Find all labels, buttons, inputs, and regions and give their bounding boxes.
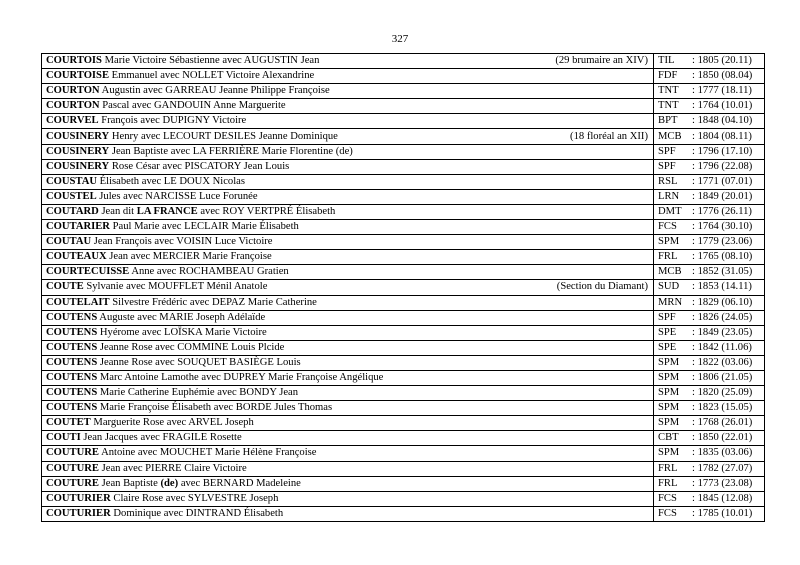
entry-text: Jean Jacques avec FRAGILE Rosette xyxy=(83,432,242,444)
marriage-date: 1822 (03.06) xyxy=(697,356,753,368)
parish-code: SPF xyxy=(658,311,676,323)
entry-text: Marie Victoire Sébastienne avec AUGUSTIN Jean xyxy=(104,55,320,67)
marriage-date: 1765 (08.10) xyxy=(697,251,753,263)
marriage-date: 1796 (22.08) xyxy=(697,160,753,172)
spouses-cell xyxy=(42,204,654,219)
parish-code: TNT xyxy=(658,85,679,97)
parish-code: LRN xyxy=(658,190,680,202)
table-row xyxy=(42,325,765,340)
marriage-date: 1764 (10.01) xyxy=(697,100,753,112)
reference-cell: SPE : 1849 (23.05) xyxy=(654,325,765,340)
marriage-date: 1850 (08.04) xyxy=(697,70,753,82)
spouses-cell xyxy=(42,99,654,114)
marriage-date: 1842 (11.06) xyxy=(697,341,752,353)
entry-note: (18 floréal an XII) xyxy=(570,130,648,142)
spouses-cell xyxy=(42,325,654,340)
entry-text: Marie Catherine Euphémie avec BONDY Jean xyxy=(99,387,299,399)
reference-cell: FRL : 1782 (27.07) xyxy=(654,461,765,476)
table-row xyxy=(42,416,765,431)
entry-text: Marguerite Rose avec ARVEL Joseph xyxy=(93,417,254,429)
parish-code: FRL xyxy=(658,462,678,474)
reference-cell: FCS : 1845 (12.08) xyxy=(654,491,765,506)
table-row xyxy=(42,491,765,506)
reference-cell: CBT : 1850 (22.01) xyxy=(654,431,765,446)
spouses-cell xyxy=(42,250,654,265)
table-row xyxy=(42,431,765,446)
table-row xyxy=(42,69,765,84)
surname: COUSINERY xyxy=(46,130,110,142)
spouses-cell xyxy=(42,446,654,461)
surname: COUTARIER xyxy=(46,221,110,233)
spouses-cell xyxy=(42,159,654,174)
parish-code: SPE xyxy=(658,326,677,338)
parish-code: SPM xyxy=(658,447,680,459)
table-row xyxy=(42,461,765,476)
table-row xyxy=(42,54,765,69)
reference-cell: LRN : 1849 (20.01) xyxy=(654,189,765,204)
marriage-date: 1796 (17.10) xyxy=(697,145,753,157)
surname: COUTENS xyxy=(46,387,98,399)
surname: COURVEL xyxy=(46,115,99,127)
surname: COURTON xyxy=(46,100,100,112)
entry-text: Marc Antoine Lamothe avec DUPREY Marie Françoise Angélique xyxy=(99,372,384,384)
parish-code: DMT xyxy=(658,205,682,217)
marriage-date: 1764 (30.10) xyxy=(697,221,753,233)
spouses-cell xyxy=(42,84,654,99)
entry-text: Jean avec PIERRE Claire Victoire xyxy=(101,462,247,474)
parish-code: SPF xyxy=(658,145,676,157)
surname: COUTENS xyxy=(46,356,98,368)
spouses-cell xyxy=(42,235,654,250)
spouses-cell xyxy=(42,265,654,280)
entry-text: Marie Françoise Élisabeth avec BORDE Jules Thomas xyxy=(99,402,333,414)
reference-cell: SPM : 1806 (21.05) xyxy=(654,370,765,385)
surname: COUTARD xyxy=(46,205,99,217)
spouses-cell xyxy=(42,386,654,401)
surname: COUTENS xyxy=(46,402,98,414)
marriage-date: 1782 (27.07) xyxy=(697,462,753,474)
reference-cell: SPM : 1822 (03.06) xyxy=(654,355,765,370)
parish-code: RSL xyxy=(658,175,678,187)
parish-code: FRL xyxy=(658,251,678,263)
marriage-date: 1849 (23.05) xyxy=(697,326,753,338)
parish-code: BPT xyxy=(658,115,678,127)
spouses-cell xyxy=(42,416,654,431)
entry-text: Claire Rose avec SYLVESTRE Joseph xyxy=(113,492,279,504)
reference-cell: TNT : 1777 (18.11) xyxy=(654,84,765,99)
marriage-date: 1777 (18.11) xyxy=(697,85,752,97)
entry-text: Anne avec ROCHAMBEAU Gratien xyxy=(131,266,289,278)
parish-code: FDF xyxy=(658,70,678,82)
entry-text: Jules avec NARCISSE Luce Forunée xyxy=(99,190,258,202)
surname: COUTURIER xyxy=(46,507,111,519)
parish-code: SPM xyxy=(658,387,680,399)
spouses-cell xyxy=(42,370,654,385)
surname: COUTENS xyxy=(46,326,98,338)
spouses-cell xyxy=(42,129,654,144)
parish-code: MCB xyxy=(658,266,682,278)
surname: COUTURE xyxy=(46,447,99,459)
marriage-date: 1773 (23.08) xyxy=(697,477,753,489)
surname: COUTURE xyxy=(46,477,99,489)
surname: COUSTEL xyxy=(46,190,97,202)
reference-cell: SPF : 1826 (24.05) xyxy=(654,310,765,325)
entry-text: Élisabeth avec LE DOUX Nicolas xyxy=(99,175,245,187)
parish-code: SPM xyxy=(658,417,680,429)
surname: COUTENS xyxy=(46,341,98,353)
surname: COUSINERY xyxy=(46,160,110,172)
parish-code: MRN xyxy=(658,296,683,308)
parish-code: FCS xyxy=(658,492,677,504)
surname: COUTET xyxy=(46,417,91,429)
spouses-cell xyxy=(42,114,654,129)
surname: COUTAU xyxy=(46,236,92,248)
surname: COUSTAU xyxy=(46,175,98,187)
surname: COUTENS xyxy=(46,311,98,323)
entry-text: Emmanuel avec NOLLET Victoire Alexandrine xyxy=(111,70,315,82)
entry-note: (Section du Diamant) xyxy=(556,281,648,293)
registry-body xyxy=(42,54,765,522)
entry-text-rest: avec ROY VERTPRÉ Élisabeth xyxy=(200,205,336,217)
table-row xyxy=(42,159,765,174)
spouses-cell xyxy=(42,506,654,521)
table-row xyxy=(42,84,765,99)
marriage-date: 1853 (14.11) xyxy=(697,281,752,293)
spouses-cell xyxy=(42,401,654,416)
marriage-date: 1805 (20.11) xyxy=(697,55,752,67)
spouses-cell xyxy=(42,461,654,476)
marriage-date: 1776 (26.11) xyxy=(697,205,752,217)
parish-code: SPM xyxy=(658,356,680,368)
parish-code: FRL xyxy=(658,477,678,489)
table-row xyxy=(42,295,765,310)
reference-cell: SPE : 1842 (11.06) xyxy=(654,340,765,355)
parish-code: TNT xyxy=(658,100,679,112)
reference-cell: FRL : 1773 (23.08) xyxy=(654,476,765,491)
surname: COUTE xyxy=(46,281,84,293)
entry-text: Augustin avec GARREAU Jeanne Philippe Françoise xyxy=(101,85,330,97)
reference-cell: SUD : 1853 (14.11) xyxy=(654,280,765,295)
surname: COURTOIS xyxy=(46,55,102,67)
reference-cell: MRN : 1829 (06.10) xyxy=(654,295,765,310)
reference-cell: SPM : 1823 (15.05) xyxy=(654,401,765,416)
reference-cell: MCB : 1804 (08.11) xyxy=(654,129,765,144)
spouses-cell xyxy=(42,295,654,310)
entry-text: Jean dit xyxy=(101,205,135,217)
reference-cell: SPM : 1835 (03.06) xyxy=(654,446,765,461)
spouses-cell xyxy=(42,54,654,69)
reference-cell: RSL : 1771 (07.01) xyxy=(654,174,765,189)
reference-cell: SPM : 1820 (25.09) xyxy=(654,386,765,401)
table-row xyxy=(42,265,765,280)
parish-code: TIL xyxy=(658,55,675,67)
entry-text: Jeanne Rose avec COMMINE Louis Plcide xyxy=(99,341,285,353)
entry-text: Jean François avec VOISIN Luce Victoire xyxy=(93,236,273,248)
spouses-cell xyxy=(42,355,654,370)
reference-cell: TNT : 1764 (10.01) xyxy=(654,99,765,114)
marriage-date: 1826 (24.05) xyxy=(697,311,753,323)
reference-cell: SPF : 1796 (22.08) xyxy=(654,159,765,174)
table-row xyxy=(42,235,765,250)
entry-text: Pascal avec GANDOUIN Anne Marguerite xyxy=(102,100,286,112)
marriage-date: 1779 (23.06) xyxy=(697,236,753,248)
surname: COUTURIER xyxy=(46,492,111,504)
entry-note: (29 brumaire an XIV) xyxy=(555,55,648,67)
marriage-date: 1771 (07.01) xyxy=(697,175,753,187)
table-row xyxy=(42,446,765,461)
table-row xyxy=(42,401,765,416)
table-row xyxy=(42,476,765,491)
spouses-cell xyxy=(42,310,654,325)
entry-text: Antoine avec MOUCHET Marie Hélène Françoise xyxy=(101,447,317,459)
table-row xyxy=(42,355,765,370)
marriage-date: 1768 (26.01) xyxy=(697,417,753,429)
table-row xyxy=(42,220,765,235)
entry-text: Jean Baptiste xyxy=(101,477,158,489)
entry-text: Rose César avec PISCATORY Jean Louis xyxy=(111,160,290,172)
surname: COUTELAIT xyxy=(46,296,110,308)
marriage-date: 1823 (15.05) xyxy=(697,402,753,414)
entry-text: Paul Marie avec LECLAIR Marie Élisabeth xyxy=(112,221,299,233)
surname: COUTURE xyxy=(46,462,99,474)
reference-cell: FCS : 1785 (10.01) xyxy=(654,506,765,521)
reference-cell: MCB : 1852 (31.05) xyxy=(654,265,765,280)
entry-text: Sylvanie avec MOUFFLET Ménil Anatole xyxy=(86,281,268,293)
table-row xyxy=(42,340,765,355)
table-row xyxy=(42,280,765,295)
table-row xyxy=(42,189,765,204)
marriage-date: 1852 (31.05) xyxy=(697,266,753,278)
entry-text: Henry avec LECOURT DESILES Jeanne Dominique xyxy=(111,130,338,142)
parish-code: SPF xyxy=(658,160,676,172)
spouses-cell xyxy=(42,189,654,204)
reference-cell: DMT : 1776 (26.11) xyxy=(654,204,765,219)
table-row xyxy=(42,129,765,144)
parish-code: MCB xyxy=(658,130,682,142)
entry-text: Dominique avec DINTRAND Élisabeth xyxy=(113,507,284,519)
table-row xyxy=(42,174,765,189)
entry-text: Jeanne Rose avec SOUQUET BASIÈGE Louis xyxy=(99,356,301,368)
entry-text: Auguste avec MARIE Joseph Adélaïde xyxy=(99,311,266,323)
parish-code: SUD xyxy=(658,281,680,293)
parish-code: SPM xyxy=(658,372,680,384)
entry-text: Jean avec MERCIER Marie Françoise xyxy=(109,251,272,263)
parish-code: FCS xyxy=(658,221,677,233)
table-row xyxy=(42,99,765,114)
entry-text: Silvestre Frédéric avec DEPAZ Marie Catherine xyxy=(112,296,317,308)
spouses-cell xyxy=(42,431,654,446)
spouses-cell xyxy=(42,280,654,295)
spouses-cell xyxy=(42,144,654,159)
surname: COUTI xyxy=(46,432,81,444)
marriage-date: 1845 (12.08) xyxy=(697,492,753,504)
entry-text: François avec DUPIGNY Victoire xyxy=(101,115,247,127)
reference-cell: FRL : 1765 (08.10) xyxy=(654,250,765,265)
reference-cell: FDF : 1850 (08.04) xyxy=(654,69,765,84)
table-row xyxy=(42,370,765,385)
entry-text-rest: avec BERNARD Madeleine xyxy=(180,477,301,489)
table-row xyxy=(42,386,765,401)
surname: COUTENS xyxy=(46,372,98,384)
marriage-date: 1820 (25.09) xyxy=(697,387,753,399)
surname-extra: LA FRANCE xyxy=(136,205,198,217)
table-row xyxy=(42,250,765,265)
marriage-date: 1835 (03.06) xyxy=(697,447,753,459)
marriage-registry-table xyxy=(41,53,765,522)
parish-code: SPM xyxy=(658,402,680,414)
reference-cell: TIL : 1805 (20.11) xyxy=(654,54,765,69)
spouses-cell xyxy=(42,69,654,84)
surname: COURTOISE xyxy=(46,70,110,82)
table-row xyxy=(42,310,765,325)
entry-text: Jean Baptiste avec LA FERRIÈRE Marie Florentine (de) xyxy=(111,145,353,157)
surname: COURTECUISSE xyxy=(46,266,130,278)
parish-code: SPM xyxy=(658,236,680,248)
marriage-date: 1829 (06.10) xyxy=(697,296,753,308)
parish-code: FCS xyxy=(658,507,677,519)
reference-cell: SPM : 1768 (26.01) xyxy=(654,416,765,431)
table-row xyxy=(42,114,765,129)
reference-cell: SPF : 1796 (17.10) xyxy=(654,144,765,159)
reference-cell: FCS : 1764 (30.10) xyxy=(654,220,765,235)
reference-cell: SPM : 1779 (23.06) xyxy=(654,235,765,250)
entry-text: Hyérome avec LOÏSKA Marie Victoire xyxy=(99,326,267,338)
parish-code: CBT xyxy=(658,432,679,444)
marriage-date: 1850 (22.01) xyxy=(697,432,753,444)
surname: COUSINERY xyxy=(46,145,110,157)
marriage-date: 1785 (10.01) xyxy=(697,507,753,519)
page-number: 327 xyxy=(391,33,409,45)
spouses-cell xyxy=(42,476,654,491)
table-row xyxy=(42,144,765,159)
surname: COURTON xyxy=(46,85,100,97)
spouses-cell xyxy=(42,491,654,506)
surname: COUTEAUX xyxy=(46,251,107,263)
marriage-date: 1849 (20.01) xyxy=(697,190,753,202)
spouses-cell xyxy=(42,174,654,189)
marriage-date: 1804 (08.11) xyxy=(697,130,752,142)
spouses-cell xyxy=(42,220,654,235)
surname-extra: (de) xyxy=(160,477,179,489)
table-row xyxy=(42,506,765,521)
marriage-date: 1806 (21.05) xyxy=(697,372,753,384)
marriage-date: 1848 (04.10) xyxy=(697,115,753,127)
spouses-cell xyxy=(42,340,654,355)
table-row xyxy=(42,204,765,219)
reference-cell: BPT : 1848 (04.10) xyxy=(654,114,765,129)
parish-code: SPE xyxy=(658,341,677,353)
